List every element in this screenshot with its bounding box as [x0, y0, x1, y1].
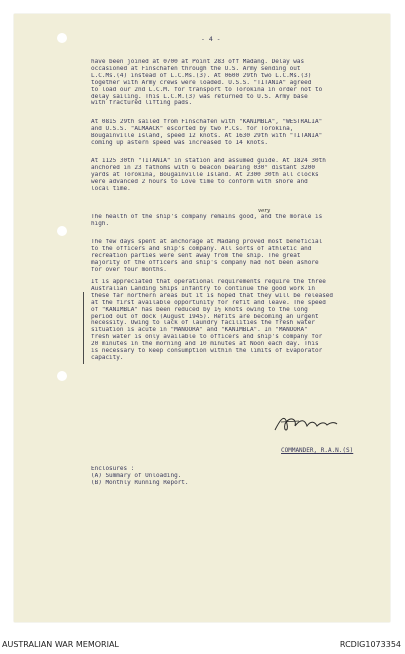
page-number: - 4 - [201, 35, 221, 43]
paragraph-6: It is appreciated that operational requirements require the three Australian Landing Ships Infantry to continue the good work in these far northern areas but it is hoped that they will be released at the first available opportunity for refit and leave. The speed of "KANIMBLA" has been reduced by 1½ knots owing to the long period out of dock (August 1945). Refits are becoming an urgent necessity. Owing to lack of laundry facilities the fresh water situation is acute in "MANOORA" and "KANIMBLA". In "MANOORA" fresh water is only available to officers and ship's company for 20 minutes in the morning and 10 minutes at Noon each day. This is necessary to keep consumption within the limits of Evaporator capacity. [91, 279, 334, 361]
enclosures-heading: Enclosures : [91, 466, 135, 472]
paragraph-2: At 0815 29th sailed from Finschafen with "KANIMBLA", "WESTRALIA" and U.S.S. "ALMAACK" escorted by two P.Cs. for Torokina, Bougainville Island, speed 12 knots. At 1630 29th with "TITANIA" coming up astern speed was increased to 14 knots. [91, 119, 323, 146]
paragraph-1: have been joined at 0700 at Point 283 off Madang. Delay was occasioned at Finschafen through the U.S. Army sending out L.C.Ms.(4) instead of L.C.Ms.(3). At 0600 29th two L.C.Ms.(3) together with Army crews were loaded. U.S.S. "TITANIA" agreed to load our 2nd L.C.M. for transport to Torokina in order not to delay sailing. This L.C.M.(3) was returned to U.S. Army base with fractured lifting pads. [91, 59, 323, 107]
footer-record-id: RCDIG1073354 [339, 640, 401, 649]
punch-hole [57, 371, 67, 381]
paragraph-5: The few days spent at anchorage at Madang proved most beneficial to the officers and ship's company. All sorts of athletic and recreation parties were sent away from the ship. The great majority of the officers and ship's company had not been ashore for over four months. [91, 239, 323, 273]
paragraph-4: The health of the ship's company remains good, and the morale is high. [91, 214, 323, 227]
footer-institution: AUSTRALIAN WAR MEMORIAL [2, 640, 119, 649]
enclosure-item: (A) Summary of Unloading. [91, 472, 182, 479]
handwritten-signature [271, 410, 341, 436]
punch-hole [57, 33, 67, 43]
enclosure-item: (B) Monthly Running Report. [91, 479, 189, 486]
paragraph-3: At 1125 30th "TITANIA" in station and assumed guide. At 1824 30th anchored in 23 fathoms with G beacon bearing 030° distant 3200 yards at Torokina, Bougainville Island. At 2300 30th all clocks were advanced 2 hours to Love time to conform with shore and local time. [91, 158, 326, 192]
archive-footer [0, 640, 405, 654]
margin-mark [83, 292, 84, 364]
signature-title: COMMANDER, R.A.N.(S) [281, 447, 354, 454]
handwritten-annotation: very [258, 208, 271, 214]
punch-hole [57, 226, 67, 236]
document-page [14, 14, 390, 622]
enclosures [91, 466, 381, 487]
